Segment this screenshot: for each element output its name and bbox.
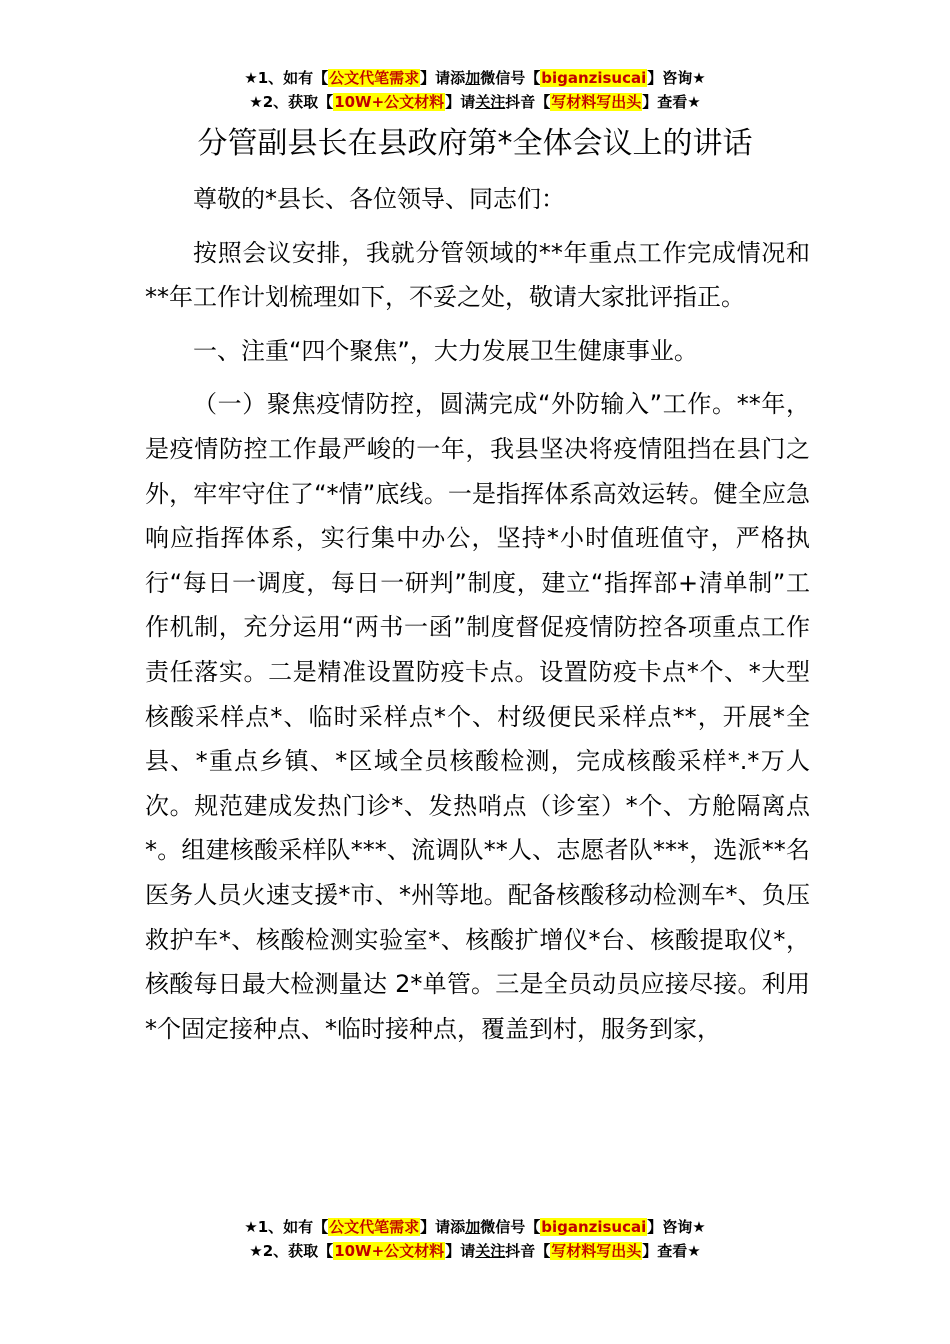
highlight-wechat-id: biganzisucai (541, 69, 647, 87)
highlight-douyin: 写材料写出头 (551, 93, 642, 111)
banner-line-2: ★2、获取【10W+公文材料】请关注抖音【写材料写出头】查看★ (249, 1242, 701, 1260)
footer-banner (0, 1215, 950, 1263)
highlight-ghostwriting: 公文代笔需求 (329, 1218, 420, 1236)
salutation: 尊敬的*县长、各位领导、同志们： (193, 185, 565, 213)
highlight-wechat-id: biganzisucai (541, 1218, 647, 1236)
highlight-ghostwriting: 公文代笔需求 (329, 69, 420, 87)
intro-paragraph: 按照会议安排，我就分管领域的**年重点工作完成情况和**年工作计划梳理如下，不妥之处，敬请大家批评指正。 (145, 238, 810, 312)
highlight-materials: 10W+公文材料 (334, 93, 445, 111)
highlight-douyin: 写材料写出头 (551, 1242, 642, 1260)
highlight-materials: 10W+公文材料 (334, 1242, 445, 1260)
header-banner (0, 66, 950, 114)
document-body (145, 177, 810, 1051)
banner-line-2: ★2、获取【10W+公文材料】请关注抖音【写材料写出头】查看★ (249, 93, 701, 111)
body-paragraph: （一）聚焦疫情防控，圆满完成“外防输入”工作。**年，是疫情防控工作最严峻的一年，我县坚决将疫情阻挡在县门之外，牢牢守住了“*情”底线。一是指挥体系高效运转。健全应急响应指挥体系，实行集中办公，坚持*小时值班值守，严格执行“每日一调度，每日一研判”制度，建立“指挥部+清单制”工作机制，充分运用“两书一函”制度督促疫情防控各项重点工作责任落实。二是精准设置防疫卡点。设置防疫卡点*个、*大型核酸采样点*、临时采样点*个、村级便民采样点**，开展*全县、*重点乡镇、*区域全员核酸检测，完成核酸采样*.*万人次。规范建成发热门诊*、发热哨点（诊室）*个、方舱隔离点*。组建核酸采样队***、流调队**人、志愿者队***，选派**名医务人员火速支援*市、*州等地。配备核酸移动检测车*、负压救护车*、核酸检测实验室*、核酸扩增仪*台、核酸提取仪*，核酸每日最大检测量达 2*单管。三是全员动员应接尽接。利用*个固定接种点、*临时接种点，覆盖到村，服务到家， (145, 390, 810, 1043)
section-heading: 一、注重“四个聚焦”，大力发展卫生健康事业。 (193, 336, 698, 365)
banner-line-1: ★1、如有【公文代笔需求】请添加微信号【biganzisucai】咨询★ (244, 69, 706, 87)
banner-line-1: ★1、如有【公文代笔需求】请添加微信号【biganzisucai】咨询★ (244, 1218, 706, 1236)
document-title: 分管副县长在县政府第*全体会议上的讲话 (197, 126, 753, 161)
